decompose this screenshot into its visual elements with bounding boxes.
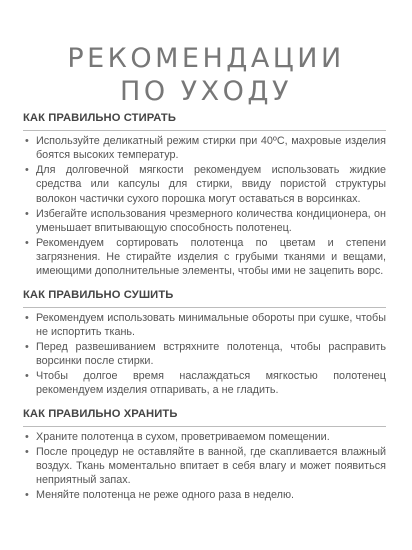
list-item-text: Избегайте использования чрезмерного количества кондиционера, он уменьшает впитывающую способность полотенец.: [36, 207, 386, 234]
list-item-text: Рекомендуем сортировать полотенца по цветам и степени загрязнения. Не стирайте изделия с грубыми тканями и вещами, имеющими дополнительные элементы, чтобы ими не зацепить ворс.: [36, 236, 386, 278]
list-item-text: После процедур не оставляйте в ванной, где скапливается влажный воздух. Ткань моментально впитает в себя влагу и может появиться неприятный запах.: [36, 445, 386, 487]
list-item: [25, 134, 386, 163]
list-item-text: Меняйте полотенца не реже одного раза в неделю.: [36, 489, 295, 502]
section-drying: [23, 288, 386, 398]
divider: [23, 130, 386, 131]
bullet-icon: •: [25, 135, 29, 147]
list-item: [25, 207, 386, 236]
bullet-icon: •: [25, 430, 29, 443]
drying-list: [23, 311, 386, 398]
washing-list: [23, 134, 386, 279]
storage-list: [23, 430, 386, 503]
list-item-text: Для долговечной мягкости рекомендуем использовать жидкие средства или капсулы для стирки, ввиду пористой структуры волокон частички сухого порошка могут оставаться в ворсинках.: [36, 164, 386, 205]
divider: [23, 307, 386, 308]
bullet-icon: •: [25, 236, 29, 249]
page-title-line-2: ПО УХОДУ: [120, 76, 292, 107]
bullet-icon: •: [25, 489, 29, 502]
divider: [23, 426, 386, 427]
section-heading-storage: КАК ПРАВИЛЬНО ХРАНИТЬ: [23, 407, 178, 420]
section-storage: [23, 407, 386, 503]
list-item: [25, 369, 386, 398]
page-title-line-1: РЕКОМЕНДАЦИИ: [67, 43, 345, 74]
bullet-icon: •: [25, 340, 29, 353]
list-item: [25, 445, 386, 488]
list-item-text: Храните полотенца в сухом, проветриваемом помещении.: [36, 430, 330, 443]
bullet-icon: •: [25, 311, 29, 324]
list-item: [25, 163, 386, 206]
care-instructions: [23, 111, 386, 503]
list-item: [25, 311, 386, 340]
bullet-icon: •: [25, 370, 29, 383]
list-item: [25, 340, 386, 369]
section-heading-drying: КАК ПРАВИЛЬНО СУШИТЬ: [23, 288, 174, 301]
section-heading-washing: КАК ПРАВИЛЬНО СТИРАТЬ: [23, 112, 176, 124]
list-item: [25, 236, 386, 279]
bullet-icon: •: [25, 164, 29, 177]
list-item-text: Перед развешиванием встряхните полотенца, чтобы расправить ворсинки после стирки.: [36, 340, 386, 368]
section-washing: [23, 111, 386, 279]
page-title: [0, 0, 412, 108]
bullet-icon: •: [25, 445, 29, 458]
bullet-icon: •: [25, 207, 29, 220]
list-item-text: Чтобы долгое время наслаждаться мягкостью полотенец рекомендуем изделия отпаривать, а не гладить.: [36, 370, 386, 397]
list-item-text: Рекомендуем использовать минимальные обороты при сушке, чтобы не испортить ткань.: [36, 311, 386, 339]
list-item: [25, 430, 386, 444]
list-item-text: Используйте деликатный режим стирки при 40ºС, махровые изделия боятся высоких температур.: [36, 135, 386, 162]
list-item: [25, 488, 386, 502]
